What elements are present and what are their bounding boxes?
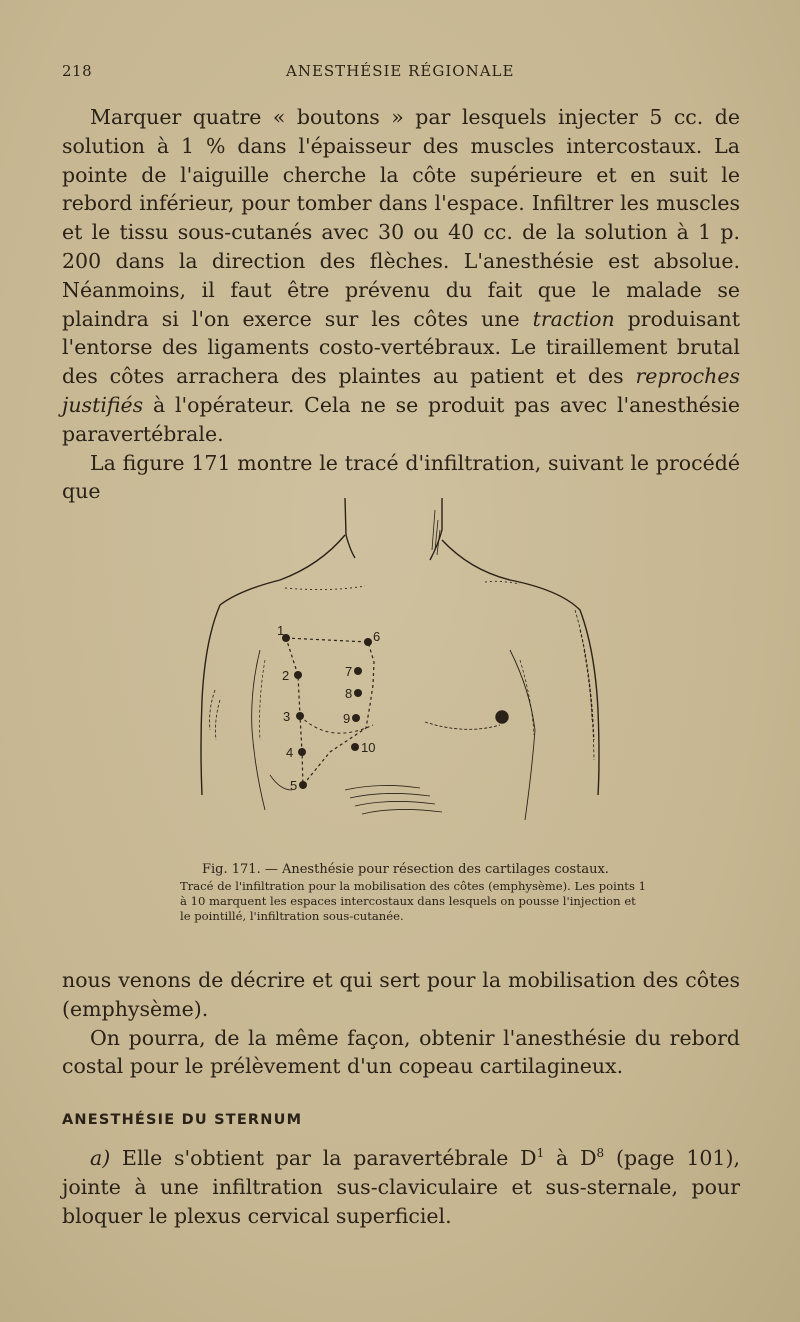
injection-point-5	[299, 781, 307, 789]
point-label-5: 5	[290, 778, 298, 793]
caption-body: Tracé de l'infiltration pour la mobilisation des côtes (emphysème). Les points 1 à 10 marquent les espaces intercostaux dans lesquels on pousse l'injection et le pointillé, l'infiltration sous-cutanée.	[180, 879, 646, 923]
injection-point-2	[294, 671, 302, 679]
injection-point-3	[296, 712, 304, 720]
paragraph-2: La figure 171 montre le tracé d'infiltration, suivant le procédé que	[62, 450, 740, 504]
injection-point-9	[352, 714, 360, 722]
point-label-6: 6	[373, 629, 381, 644]
page-number: 218	[62, 62, 93, 80]
paragraph-1: Marquer quatre « boutons » par lesquels injecter 5 cc. de solution à 1 % dans l'épaisseur des muscles intercostaux. La pointe de l'aiguille cherche la côte supérieure et en suit le rebord inférieur, pour tomber dans l'espace. Infiltrer les muscles et le tissu sous-cutanés avec 30 ou 40 cc. de la solution à 1 p. 200 dans la direction des flèches. L'anesthésie est absolue. Néanmoins, il faut être prévenu du fait que le malade se plaindra si l'on exerce sur les côtes une traction produisant l'entorse des ligaments costo-vertébraux. Le tiraillement brutal des côtes arrachera des plaintes au patient et des reproches justifiés à l'opérateur. Cela ne se produit pas avec l'anesthésie paravertébrale.	[62, 105, 740, 446]
injection-point-7	[354, 667, 362, 675]
point-label-4: 4	[286, 745, 294, 760]
injection-point-10	[351, 743, 359, 751]
point-label-1: 1	[277, 623, 285, 638]
body-text-section	[62, 1144, 740, 1230]
running-title: ANESTHÉSIE RÉGIONALE	[286, 62, 515, 80]
paragraph-3: nous venons de décrire et qui sert pour la mobilisation des côtes (emphysème).	[62, 968, 740, 1021]
point-label-10: 10	[361, 740, 376, 755]
injection-point-6	[364, 638, 372, 646]
point-label-8: 8	[345, 686, 353, 701]
point-label-3: 3	[283, 709, 291, 724]
figure-171-illustration	[180, 490, 630, 840]
point-label-7: 7	[345, 664, 353, 679]
paragraph-5: a) Elle s'obtient par la paravertébrale $D^1$ à $D^8$ (page 101), jointe à une infiltration sus-claviculaire et sus-sternale, pour bloquer le plexus cervical superficiel.	[62, 1146, 740, 1228]
injection-point-8	[354, 689, 362, 697]
section-heading: ANESTHÉSIE DU STERNUM	[62, 1112, 303, 1128]
figure-caption	[180, 862, 650, 924]
body-text-bottom	[62, 966, 740, 1081]
page-header	[62, 62, 742, 86]
injection-point-4	[298, 748, 306, 756]
paragraph-4: On pourra, de la même façon, obtenir l'anesthésie du rebord costal pour le prélèvement d'un copeau cartilagineux.	[62, 1025, 740, 1079]
point-label-2: 2	[282, 668, 290, 683]
body-text-top	[62, 103, 740, 506]
point-label-9: 9	[343, 711, 351, 726]
caption-title: Fig. 171. — Anesthésie pour résection des cartilages costaux.	[202, 862, 609, 877]
